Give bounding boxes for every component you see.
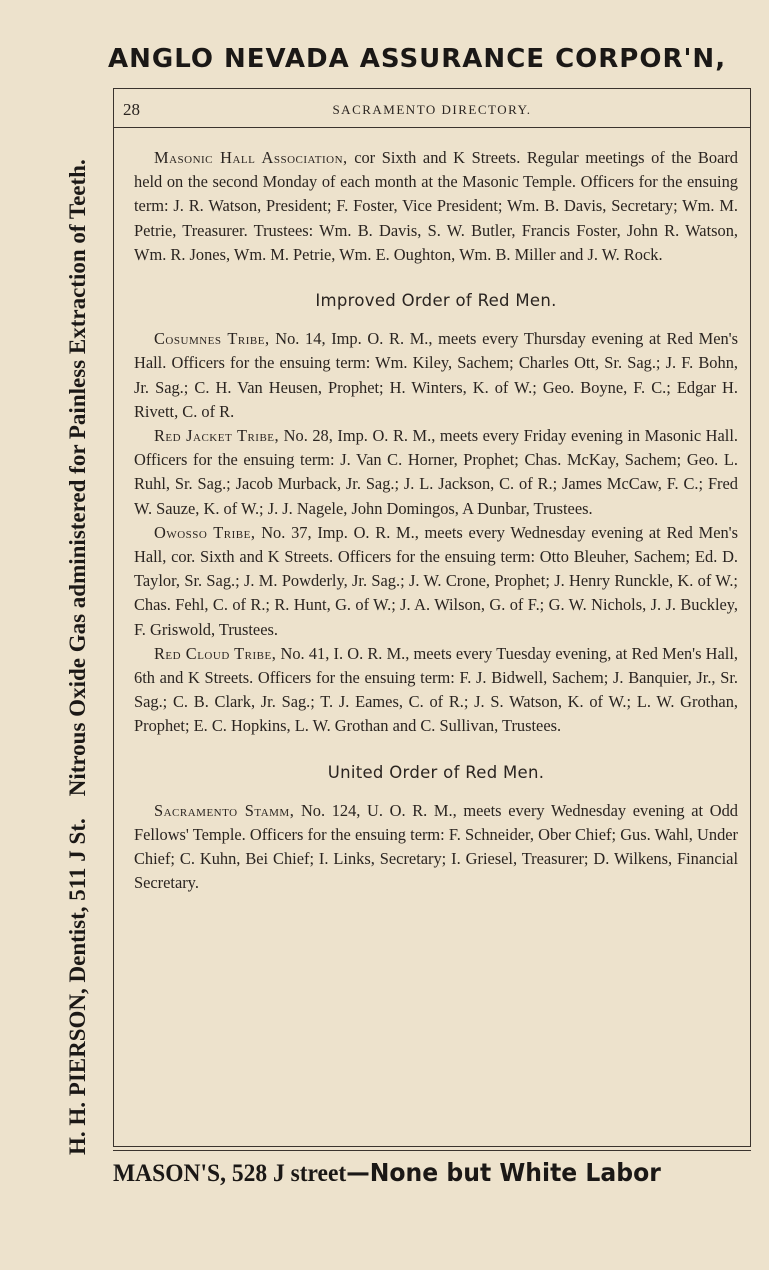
entry-sacramento-stamm: [134, 799, 738, 896]
side-ad-dentist: H. H. PIERSON, Dentist, 511 J St.: [65, 818, 90, 1155]
entry-masonic-hall: [134, 146, 738, 267]
page-number: 28: [123, 100, 140, 119]
entry-name: Masonic Hall Association,: [154, 148, 348, 167]
side-ad-service: Nitrous Oxide Gas administered for Painless Extraction of Teeth.: [65, 159, 90, 797]
section-heading-united: United Order of Red Men.: [327, 762, 545, 782]
entry-cosumnes-tribe: [134, 327, 738, 424]
section-heading-improved: Improved Order of Red Men.: [315, 291, 557, 311]
entry-name: Red Cloud Tribe,: [154, 643, 277, 663]
page-frame: [113, 88, 751, 1147]
entry-red-jacket-tribe: [134, 424, 738, 521]
side-advertisement: [58, 75, 98, 1155]
bottom-advertisement: [113, 1158, 724, 1188]
top-advertisement: ANGLO NEVADA ASSURANCE CORPOR'N,: [108, 44, 727, 74]
entry-text: No. 14, Imp. O. R. M., meets every Thursday evening at Red Men's Hall. Officers for the ensuing term: Wm. Kiley, Sachem; Charles Ott, Sr. Sag.; J. F. Bohn, Jr. Sag.; C. H. Van Heusen, Prophet; H. Winters, K. of W.; Geo. Boyne, F. C.; Edgar H. Rivett, C. of R.: [134, 329, 739, 421]
entry-name: Red Jacket Tribe,: [154, 426, 280, 446]
entry-text: No. 124, U. O. R. M., meets every Wednesday evening at Odd Fellows' Temple. Officers for the ensuing term: F. Schneider, Ober Chief; Gus. Wahl, Under Chief; C. Kuhn, Bei Chief; I. Links, Secretary; I. Griesel, Treasurer; D. Wilkens, Financial Secretary.: [134, 800, 738, 893]
running-head: SACRAMENTO DIRECTORY.: [332, 102, 532, 117]
directory-body: [134, 146, 738, 896]
entry-text: cor Sixth and K Streets. Regular meetings of the Board held on the second Monday of each month at the Masonic Temple. Officers for the ensuing term: J. R. Watson, President; F. Foster, Vice President; Wm. B. Davis, Secretary; Wm. M. Petrie, Treasurer. Trustees: Wm. B. Davis, S. W. Butler, Francis Foster, John R. Watson, Wm. R. Jones, Wm. M. Petrie, Wm. E. Oughton, Wm. B. Miller and J. W. Rock.: [134, 148, 738, 264]
entry-owosso-tribe: [134, 521, 738, 642]
entry-name: Sacramento Stamm,: [154, 800, 295, 820]
entry-name: Owosso Tribe,: [154, 522, 256, 542]
entry-text: No. 28, Imp. O. R. M., meets every Friday evening in Masonic Hall. Officers for the ensuing term: J. Van C. Horner, Prophet; Chas. McKay, Sachem; Geo. L. Ruhl, Sr. Sag.; Jacob Murback, Jr. Sag.; J. L. Jackson, C. of R.; James McCaw, F. C.; Fred W. Sauze, K. of W.; J. J. Nagele, John Domingos, A Dunbar, Trustees.: [134, 426, 738, 518]
entry-text: No. 37, Imp. O. R. M., meets every Wednesday evening at Red Men's Hall, cor. Sixth and K Streets. Officers for the ensuing term: Otto Bleuher, Sachem; Ed. D. Taylor, Sr. Sag.; J. M. Powderly, Jr. Sag.; J. W. Crone, Prophet; J. Henry Runckle, K. of W.; Chas. Fehl, C. of R.; R. Hunt, G. of W.; J. A. Wilson, G. of F.; G. W. Nichols, J. J. Buckley, F. Griswold, Trustees.: [134, 522, 739, 639]
entry-text: No. 41, I. O. R. M., meets every Tuesday evening, at Red Men's Hall, 6th and K Streets. Officers for the ensuing term: F. J. Bidwell, Sachem; J. Banquier, Jr., Sr. Sag.; C. B. Clark, Jr. Sag.; T. J. Eames, C. of R.; J. S. Watson, K. of W.; L. W. Grothan, Prophet; E. C. Hopkins, L. W. Grothan and C. Sullivan, Trustees.: [134, 643, 738, 736]
entry-red-cloud-tribe: [134, 642, 738, 739]
page-header: [114, 89, 750, 128]
bottom-ad-store: MASON'S, 528 J street: [113, 1160, 347, 1187]
bottom-ad-slogan: —None but White Labor: [346, 1158, 661, 1187]
entry-name: Cosumnes Tribe,: [154, 329, 270, 349]
